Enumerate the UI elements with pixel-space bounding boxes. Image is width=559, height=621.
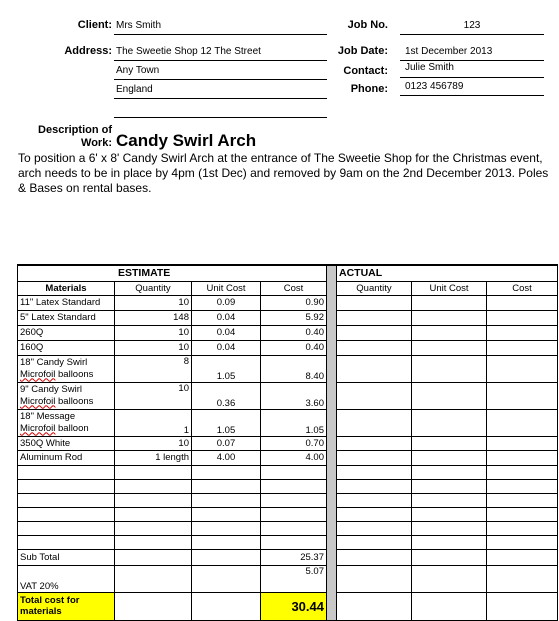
material-cell: 18" Candy Swirl Microfoil balloons (18, 355, 115, 382)
quantity-cell: 10 (115, 436, 192, 450)
address-line-1: The Sweetie Shop 12 The Street (116, 46, 261, 57)
empty-row (18, 535, 558, 549)
material-cell: 11" Latex Standard (18, 295, 115, 310)
address-label: Address: (64, 45, 112, 57)
cost-cell: 4.00 (261, 450, 327, 465)
subtotal-row (18, 549, 558, 565)
phone-value: 0123 456789 (405, 81, 464, 92)
unit-cost-cell: 0.04 (192, 325, 261, 340)
material-cell: 18" Message Microfoil balloon (18, 409, 115, 436)
col-est-unit-cost: Unit Cost (192, 281, 261, 295)
table-row (18, 340, 558, 355)
quantity-cell: 10 (115, 340, 192, 355)
material-cell: 5" Latex Standard (18, 310, 115, 325)
table-row (18, 310, 558, 325)
job-no-label: Job No. (347, 19, 388, 31)
col-act-quantity: Quantity (337, 281, 412, 295)
empty-row (18, 521, 558, 535)
vat-row (18, 565, 558, 592)
actual-heading: ACTUAL (337, 265, 558, 281)
table-row (18, 355, 558, 382)
column-separator (327, 265, 337, 620)
material-cell: 350Q White (18, 436, 115, 450)
cost-cell: 1.05 (261, 409, 327, 436)
col-materials: Materials (18, 281, 115, 295)
job-no-value: 123 (463, 20, 481, 31)
unit-cost-cell: 0.36 (192, 382, 261, 409)
table-row (18, 450, 558, 465)
quantity-cell: 10 (115, 382, 192, 409)
subtotal-label: Sub Total (18, 549, 115, 565)
cost-cell: 0.90 (261, 295, 327, 310)
quantity-cell: 1 length (115, 450, 192, 465)
total-label: Total cost for materials (18, 592, 115, 620)
job-date-value: 1st December 2013 (405, 46, 493, 57)
col-act-cost: Cost (487, 281, 558, 295)
unit-cost-cell: 4.00 (192, 450, 261, 465)
cost-cell: 0.70 (261, 436, 327, 450)
unit-cost-cell: 1.05 (192, 355, 261, 382)
quantity-cell: 10 (115, 325, 192, 340)
empty-row (18, 465, 558, 479)
col-est-quantity: Quantity (115, 281, 192, 295)
work-description: To position a 6' x 8' Candy Swirl Arch at the entrance of The Sweetie Shop for the Christmas event, arch needs to be in place by 4pm (1st Dec) and removed by 9am on the 2nd December 2013. Poles & Bases on rental bases. (18, 151, 549, 195)
description-label-line-1: Description of (38, 124, 112, 136)
cost-cell: 0.40 (261, 340, 327, 355)
subtotal-value: 25.37 (261, 549, 327, 565)
cost-cell: 5.92 (261, 310, 327, 325)
table-row (18, 382, 558, 409)
material-cell: 9" Candy Swirl Microfoil balloons (18, 382, 115, 409)
vat-label: VAT 20% (18, 565, 115, 592)
table-row (18, 409, 558, 436)
total-value: 30.44 (261, 592, 327, 620)
col-act-unit-cost: Unit Cost (412, 281, 487, 295)
unit-cost-cell: 0.04 (192, 340, 261, 355)
quantity-cell: 148 (115, 310, 192, 325)
job-date-label: Job Date: (337, 45, 388, 57)
client-label: Client: (77, 19, 112, 31)
estimate-table (17, 264, 558, 621)
unit-cost-cell: 1.05 (192, 409, 261, 436)
address-line-3: England (116, 84, 153, 95)
material-cell: Aluminum Rod (18, 450, 115, 465)
client-value: Mrs Smith (116, 20, 161, 31)
cost-cell: 3.60 (261, 382, 327, 409)
contact-label: Contact: (343, 65, 388, 77)
material-cell: 260Q (18, 325, 115, 340)
work-title: Candy Swirl Arch (116, 131, 257, 150)
cost-cell: 8.40 (261, 355, 327, 382)
unit-cost-cell: 0.04 (192, 310, 261, 325)
unit-cost-cell: 0.09 (192, 295, 261, 310)
material-cell: 160Q (18, 340, 115, 355)
contact-value: Julie Smith (405, 62, 454, 73)
estimate-heading: ESTIMATE (18, 265, 327, 281)
description-label (20, 124, 112, 150)
cost-cell: 0.40 (261, 325, 327, 340)
description-label-line-2: Work: (81, 137, 112, 149)
empty-row (18, 479, 558, 493)
quantity-cell: 10 (115, 295, 192, 310)
table-row (18, 436, 558, 450)
unit-cost-cell: 0.07 (192, 436, 261, 450)
table-row (18, 295, 558, 310)
empty-row (18, 493, 558, 507)
quantity-cell: 1 (115, 409, 192, 436)
vat-value: 5.07 (261, 565, 327, 592)
total-row (18, 592, 558, 620)
table-row (18, 325, 558, 340)
col-est-cost: Cost (261, 281, 327, 295)
quantity-cell: 8 (115, 355, 192, 382)
phone-label: Phone: (350, 83, 388, 95)
address-line-2: Any Town (116, 65, 160, 76)
empty-row (18, 507, 558, 521)
